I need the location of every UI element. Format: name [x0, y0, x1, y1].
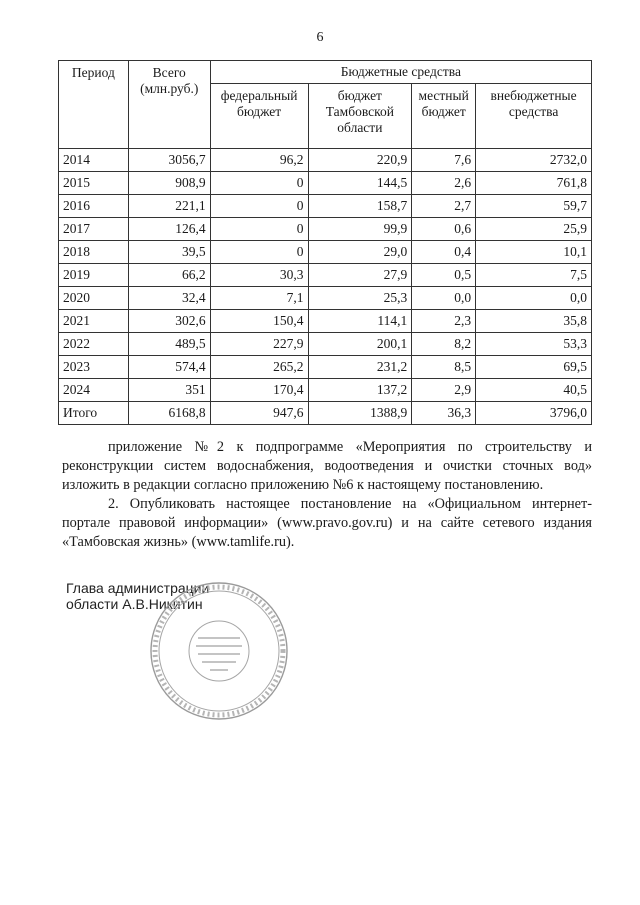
table-row	[59, 333, 592, 356]
table-row	[59, 241, 592, 264]
table-row	[59, 287, 592, 310]
cell-total: 32,4	[128, 287, 210, 310]
header-federal: федеральный бюджет	[210, 84, 308, 149]
cell-extra: 761,8	[476, 172, 592, 195]
table-row	[59, 195, 592, 218]
cell-extra: 10,1	[476, 241, 592, 264]
cell-period: 2022	[59, 333, 129, 356]
cell-local: 2,7	[412, 195, 476, 218]
cell-local: 2,6	[412, 172, 476, 195]
cell-period: 2016	[59, 195, 129, 218]
cell-extra: 2732,0	[476, 149, 592, 172]
cell-extra: 59,7	[476, 195, 592, 218]
cell-local: 0,0	[412, 287, 476, 310]
table-row	[59, 356, 592, 379]
cell-regional: 220,9	[308, 149, 412, 172]
cell-regional: 200,1	[308, 333, 412, 356]
cell-total: 6168,8	[128, 402, 210, 425]
cell-extra: 40,5	[476, 379, 592, 402]
cell-local: 7,6	[412, 149, 476, 172]
cell-regional: 144,5	[308, 172, 412, 195]
cell-extra: 7,5	[476, 264, 592, 287]
cell-federal: 0	[210, 195, 308, 218]
table-row	[59, 402, 592, 425]
cell-total: 126,4	[128, 218, 210, 241]
budget-table-body	[59, 149, 592, 425]
page-number: 6	[316, 30, 324, 45]
signature-name: области А.В.Никитин	[66, 596, 203, 612]
cell-federal: 170,4	[210, 379, 308, 402]
cell-regional: 137,2	[308, 379, 412, 402]
paragraph-publish: 2. Опубликовать настоящее постановление на «Официальном интернет-портале правовой информации» (www.pravo.gov.ru) и на сайте сетевого издания «Тамбовская жизнь» (www.tamlife.ru).	[62, 496, 592, 550]
cell-local: 0,4	[412, 241, 476, 264]
cell-extra: 35,8	[476, 310, 592, 333]
signature-title: Глава администрации	[66, 580, 210, 596]
cell-local: 2,9	[412, 379, 476, 402]
cell-regional: 1388,9	[308, 402, 412, 425]
cell-regional: 231,2	[308, 356, 412, 379]
cell-period: 2024	[59, 379, 129, 402]
cell-total: 574,4	[128, 356, 210, 379]
cell-federal: 227,9	[210, 333, 308, 356]
cell-period: 2019	[59, 264, 129, 287]
body-text	[62, 438, 592, 552]
cell-total: 351	[128, 379, 210, 402]
cell-regional: 158,7	[308, 195, 412, 218]
cell-local: 36,3	[412, 402, 476, 425]
cell-extra: 0,0	[476, 287, 592, 310]
cell-extra: 69,5	[476, 356, 592, 379]
budget-table	[58, 60, 592, 425]
cell-period: 2023	[59, 356, 129, 379]
cell-local: 8,2	[412, 333, 476, 356]
cell-extra: 3796,0	[476, 402, 592, 425]
cell-total: 221,1	[128, 195, 210, 218]
header-regional: бюджет Тамбовской области	[308, 84, 412, 149]
cell-period: 2021	[59, 310, 129, 333]
cell-regional: 29,0	[308, 241, 412, 264]
official-seal-icon	[148, 580, 290, 722]
cell-local: 0,6	[412, 218, 476, 241]
header-total: Всего (млн.руб.)	[128, 61, 210, 149]
header-local: местный бюджет	[412, 84, 476, 149]
cell-extra: 53,3	[476, 333, 592, 356]
cell-federal: 150,4	[210, 310, 308, 333]
cell-total: 908,9	[128, 172, 210, 195]
cell-federal: 947,6	[210, 402, 308, 425]
cell-regional: 27,9	[308, 264, 412, 287]
cell-regional: 99,9	[308, 218, 412, 241]
cell-total: 39,5	[128, 241, 210, 264]
cell-total: 489,5	[128, 333, 210, 356]
header-period: Период	[59, 61, 129, 149]
cell-federal: 0	[210, 241, 308, 264]
table-row	[59, 218, 592, 241]
cell-extra: 25,9	[476, 218, 592, 241]
cell-local: 8,5	[412, 356, 476, 379]
table-row	[59, 264, 592, 287]
table-row	[59, 379, 592, 402]
cell-federal: 0	[210, 218, 308, 241]
cell-period: Итого	[59, 402, 129, 425]
cell-local: 2,3	[412, 310, 476, 333]
table-row	[59, 172, 592, 195]
cell-federal: 96,2	[210, 149, 308, 172]
cell-regional: 114,1	[308, 310, 412, 333]
header-budget-funds: Бюджетные средства	[210, 61, 591, 84]
cell-period: 2015	[59, 172, 129, 195]
cell-period: 2020	[59, 287, 129, 310]
cell-total: 66,2	[128, 264, 210, 287]
cell-federal: 0	[210, 172, 308, 195]
cell-local: 0,5	[412, 264, 476, 287]
table-row	[59, 310, 592, 333]
cell-federal: 265,2	[210, 356, 308, 379]
cell-period: 2018	[59, 241, 129, 264]
cell-federal: 30,3	[210, 264, 308, 287]
paragraph-appendix: приложение №2 к подпрограмме «Мероприятия по строительству и реконструкции систем водоснабжения, водоотведения и очистки сточных вод» изложить в редакции согласно приложению №6 к настоящему постановлению.	[62, 439, 592, 493]
cell-period: 2017	[59, 218, 129, 241]
cell-total: 3056,7	[128, 149, 210, 172]
cell-period: 2014	[59, 149, 129, 172]
header-extra: внебюджетные средства	[476, 84, 592, 149]
table-row	[59, 149, 592, 172]
cell-total: 302,6	[128, 310, 210, 333]
cell-regional: 25,3	[308, 287, 412, 310]
cell-federal: 7,1	[210, 287, 308, 310]
